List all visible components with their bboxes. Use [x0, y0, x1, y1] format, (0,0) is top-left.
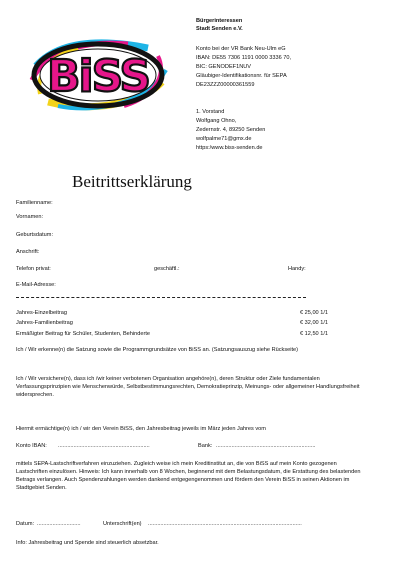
versicherung-paragraph: Ich / Wir versichere(n), dass ich /wir keiner verbotenen Organisation angehöre(n), deren Struktur oder Ziele fundamentalen Verfassungsprinzipien wie Menschenwürde, Selbstbestimmungsrechten, Demokratieprinzip, Meinungs- oder allgemeiner Handlungsfreiheit widersprechen.: [16, 376, 360, 398]
bank-label: Bank:: [198, 443, 213, 449]
fee-label: Ermäßigter Beitrag für Schüler, Studenten, Behinderte: [16, 331, 151, 337]
datum-dots: ............................: [37, 521, 81, 527]
org-name-line1: Bürgerinteressen: [196, 18, 243, 24]
geburtsdatum-label: Geburtsdatum:: [16, 232, 53, 238]
bank-line: BIC: GENODEF1NUV: [196, 64, 252, 70]
datum-label: Datum:: [16, 521, 35, 527]
email-label: E-Mail-Adresse:: [16, 282, 56, 288]
sepa-paragraph: mittels SEPA-Lastschriftverfahren einzuziehen. Zugleich weise ich mein Kreditinstitut an, die von BiSS auf mein Konto gezogenen Lastschriften einzulösen. Hinweis: Ich kann innerhalb von 8 Wochen, beginnend mit dem Belastungsdatum, die Erstattung des belastenden Betrags verlangen. Auch Spendenzahlungen werden dankend entgegengenommen und fördern den Verein BiSS in seinen Aktionen im Stadtgebiet Senden.: [16, 461, 361, 491]
bank-line: DE23ZZZ00000361559: [196, 82, 255, 88]
contact-line: Wolfgang Ohno,: [196, 118, 237, 124]
info-note: Info: Jahresbeitrag und Spende sind steuerlich absetzbar.: [16, 540, 159, 546]
konto-iban-dots: ...........................................................: [58, 443, 150, 449]
contact-line: https:/www.biss-senden.de: [196, 145, 263, 151]
unterschrift-label: Unterschrift(en): [103, 521, 142, 527]
bank-dots: ................................................................: [216, 443, 316, 449]
telefon-geschaeftl-label: geschäftl.:: [154, 266, 180, 272]
konto-iban-label: Konto IBAN:: [16, 443, 47, 449]
anschrift-label: Anschrift:: [16, 249, 40, 255]
fee-label: Jahres-Einzelbeitrag: [16, 310, 67, 316]
handy-label: Handy:: [288, 266, 306, 272]
biss-logo: [28, 36, 168, 112]
vornamen-label: Vornamen:: [16, 214, 44, 220]
org-name-line2: Stadt Senden e.V.: [196, 26, 243, 32]
fee-amount: € 12,50 1/1: [300, 331, 328, 337]
familienname-label: Familienname:: [16, 200, 53, 206]
contact-line: 1. Vorstand: [196, 109, 225, 115]
telefon-privat-label: Telefon privat:: [16, 266, 51, 272]
page-title: Beitrittserklärung: [72, 172, 192, 191]
fee-label: Jahres-Familienbeitrag: [16, 320, 73, 326]
contact-line: Zedernstr. 4, 89250 Senden: [196, 127, 266, 133]
divider-line: [16, 297, 306, 298]
bank-line: IBAN: DE55 7306 1191 0000 3336 70,: [196, 55, 292, 61]
unterschrift-dots: ...................................................................................................: [148, 521, 302, 527]
ermaechtigung-paragraph: Hiermit ermächtige(n) ich / wir den Verein BiSS, den Jahresbeitrag jeweils im März jeden Jahres vom: [16, 426, 266, 432]
fee-amount: € 25,00 1/1: [300, 310, 328, 316]
logo-text: BiSS: [46, 51, 150, 102]
fee-amount: € 32,00 1/1: [300, 320, 328, 326]
bank-line: Gläubiger-Identifikationsnr. für SEPA: [196, 73, 287, 79]
bank-line: Konto bei der VR Bank Neu-Ulm eG: [196, 46, 286, 52]
contact-line: wolfpalme71@gmx.de: [196, 136, 252, 142]
satzung-paragraph: Ich / Wir erkenne(n) die Satzung sowie die Programmgrundsätze von BiSS an. (Satzungsauszug siehe Rückseite): [16, 347, 299, 353]
